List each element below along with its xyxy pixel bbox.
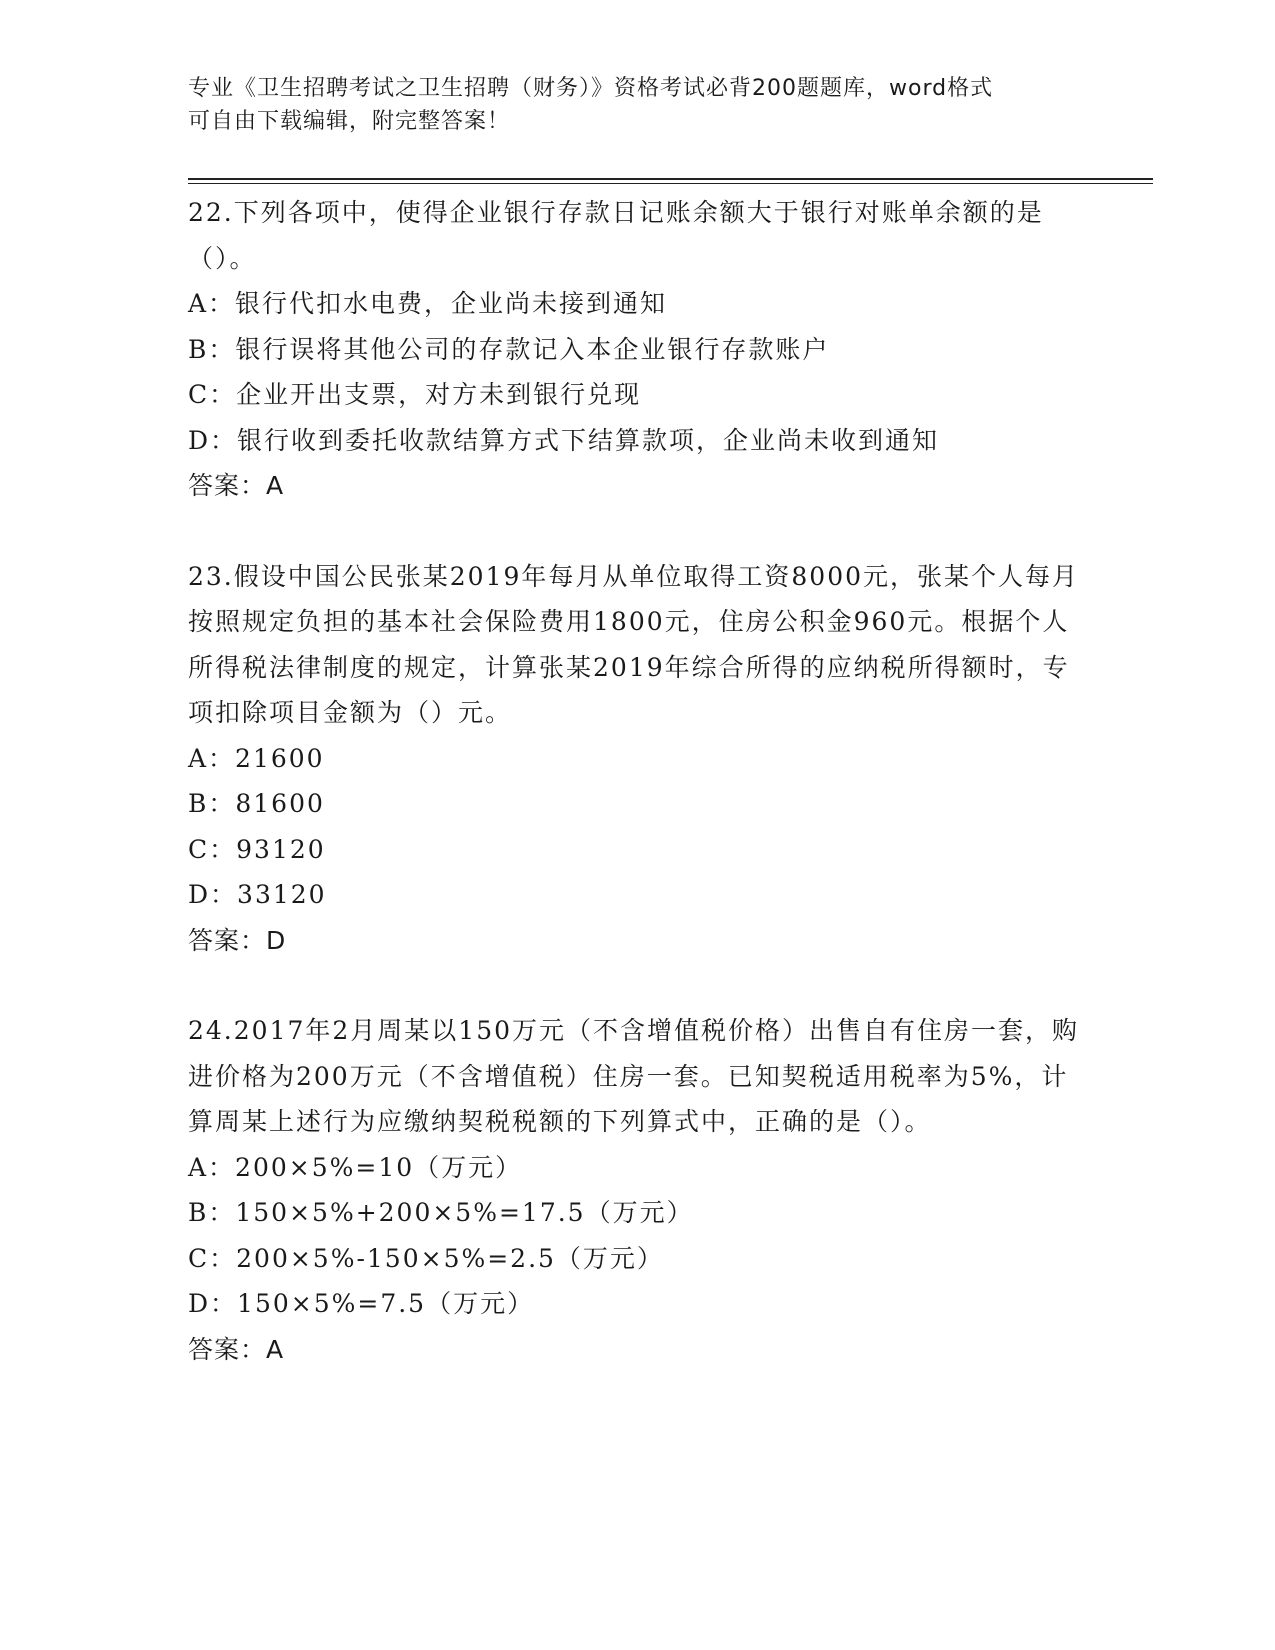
- option-d: D：银行收到委托收款结算方式下结算款项，企业尚未收到通知: [188, 425, 940, 455]
- question-text: 24.2017年2月周某以150万元（不含增值税价格）出售自有住房一套，购进价格为200万元（不含增值税）住房一套。已知契税适用税率为5%，计算周某上述行为应缴纳契税税额的下列算式中，正确的是（）。: [188, 1016, 1080, 1136]
- header-rule-thick: [188, 178, 1153, 180]
- question-24: [188, 1008, 1088, 1372]
- header-line-2: 可自由下载编辑，附完整答案！: [188, 109, 511, 134]
- question-text: 23.假设中国公民张某2019年每月从单位取得工资8000元，张某个人每月按照规定负担的基本社会保险费用1800元，住房公积金960元。根据个人所得税法律制度的规定，计算张某2019年综合所得的应纳税所得额时，专项扣除项目金额为（）元。: [188, 561, 1080, 727]
- question-text: 22.下列各项中，使得企业银行存款日记账余额大于银行对账单余额的是（）。: [188, 198, 1044, 273]
- option-c: C：企业开出支票，对方未到银行兑现: [188, 380, 642, 409]
- option-d: D：33120: [188, 880, 327, 909]
- answer: 答案：A: [188, 471, 285, 500]
- question-23: [188, 554, 1088, 964]
- question-spacer: [188, 963, 1088, 1008]
- page-header: [188, 72, 1088, 138]
- option-c: C：93120: [188, 834, 326, 864]
- option-d: D：150×5%=7.5（万元）: [188, 1289, 535, 1318]
- answer: 答案：A: [188, 1334, 285, 1364]
- question-list: [188, 190, 1088, 1372]
- question-22: [188, 190, 1088, 509]
- option-a: A：银行代扣水电费，企业尚未接到通知: [188, 289, 668, 318]
- option-a: A：21600: [188, 743, 325, 773]
- option-b: B：银行误将其他公司的存款记入本企业银行存款账户: [188, 334, 830, 364]
- option-c: C：200×5%-150×5%=2.5（万元）: [188, 1243, 664, 1273]
- option-b: B：81600: [188, 789, 325, 818]
- header-line-1: 专业《卫生招聘考试之卫生招聘（财务）》资格考试必背200题题库，word格式: [188, 76, 994, 101]
- option-a: A：200×5%=10（万元）: [188, 1152, 523, 1182]
- header-rule-thin: [188, 183, 1153, 184]
- option-b: B：150×5%+200×5%=17.5（万元）: [188, 1198, 694, 1227]
- answer: 答案：D: [188, 925, 287, 955]
- question-spacer: [188, 509, 1088, 554]
